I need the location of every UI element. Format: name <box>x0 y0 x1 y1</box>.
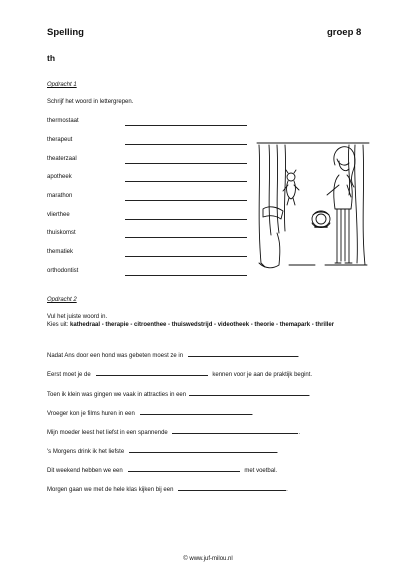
word-row <box>47 268 257 278</box>
word-bank-label: Kies uit: <box>47 322 69 328</box>
sentence-row <box>47 408 253 418</box>
opdracht2-instruction: Vul het juiste woord in. <box>47 314 108 320</box>
sentence-end: . <box>251 411 254 417</box>
answer-line[interactable] <box>140 408 252 415</box>
sentence-row <box>47 465 277 475</box>
sentence-end: . <box>276 449 279 455</box>
answer-line[interactable] <box>125 219 247 220</box>
word-label: thematiek <box>47 249 74 255</box>
word-label: therapeut <box>47 137 73 143</box>
sentence-row <box>47 427 300 437</box>
sentence-end: . <box>286 487 288 493</box>
sentence-text: Dit weekend hebben we een <box>47 468 123 474</box>
answer-line[interactable] <box>189 389 309 396</box>
answer-line[interactable] <box>125 181 247 182</box>
answer-line[interactable] <box>125 200 247 201</box>
sentence-row <box>47 484 288 494</box>
sentence-text: Nadat Ans door een hond was gebeten moest ze in <box>47 353 184 359</box>
word-row <box>47 156 257 166</box>
sentence-end: . <box>308 392 311 398</box>
sentence-text: Vroeger kon je films huren in een <box>47 411 135 417</box>
answer-line[interactable] <box>128 465 240 472</box>
answer-line[interactable] <box>172 427 301 436</box>
word-row <box>47 137 257 147</box>
word-row <box>47 212 257 222</box>
word-row <box>47 174 257 184</box>
sentence-end: . <box>298 430 301 436</box>
word-label: thuiskomst <box>47 230 76 236</box>
sentence-text: Eerst moet je de <box>47 372 91 378</box>
word-row <box>47 193 257 203</box>
group-label: groep 8 <box>327 27 362 38</box>
answer-line[interactable] <box>178 484 286 491</box>
word-bank <box>47 321 367 329</box>
answer-line[interactable] <box>125 144 247 145</box>
theater-illustration <box>255 135 371 275</box>
word-label: apotheek <box>47 174 72 180</box>
opdracht2-heading: Opdracht 2 <box>47 297 77 303</box>
answer-line[interactable] <box>96 369 208 376</box>
word-row <box>47 118 257 128</box>
answer-line[interactable] <box>125 125 247 126</box>
worksheet-title: Spelling <box>47 27 84 38</box>
sentence-end: . <box>297 353 300 359</box>
sentence-row <box>47 350 299 360</box>
sentence-row <box>47 369 312 379</box>
sentence-text: Mijn moeder leest het liefst in een spannende <box>47 430 168 436</box>
answer-line[interactable] <box>125 237 247 238</box>
opdracht1-instruction: Schrijf het woord in lettergrepen. <box>47 99 134 105</box>
sentence-text: Toen ik klein was gingen we vaak in attracties in een <box>47 392 187 398</box>
answer-line[interactable] <box>129 446 277 453</box>
word-label: thermostaat <box>47 118 79 124</box>
footer-credit: © www.juf-milou.nl <box>183 556 233 562</box>
topic-label: th <box>47 53 56 63</box>
sentence-end: kennen voor je aan de praktijk begint. <box>212 372 313 378</box>
word-bank-words: kathedraal - therapie - citroenthee - thuiswedstrijd - videotheek - theorie - themapark - thriller <box>70 322 335 328</box>
opdracht1-heading: Opdracht 1 <box>47 82 77 88</box>
word-label: marathon <box>47 193 73 199</box>
sentence-row <box>47 389 310 399</box>
sentence-row <box>47 446 279 456</box>
answer-line[interactable] <box>188 350 298 357</box>
sentence-text: 's Morgens drink ik het liefste <box>47 449 125 455</box>
answer-line[interactable] <box>125 256 247 257</box>
word-label: orthodontist <box>47 268 79 274</box>
sentence-text: Morgen gaan we met de hele klas kijken bij een <box>47 487 174 493</box>
answer-line[interactable] <box>125 275 247 276</box>
word-label: theaterzaal <box>47 156 77 162</box>
word-row <box>47 230 257 240</box>
sentence-end: met voetbal. <box>244 468 278 474</box>
word-label: vlierthee <box>47 212 70 218</box>
word-row <box>47 249 257 259</box>
answer-line[interactable] <box>125 163 247 164</box>
